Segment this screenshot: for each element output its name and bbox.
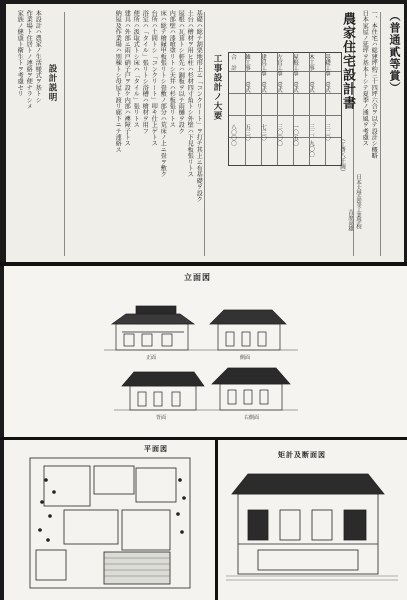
elevation-plate	[4, 266, 407, 438]
section-title: 矩計及断面図	[278, 450, 326, 459]
work-paragraph: 土台ハ檜材ヲ用ヒ柱ハ杉材四寸角トシ外壁ハ下見板張リトス	[186, 10, 194, 178]
table-amount: 八〇〇〇	[230, 124, 236, 146]
author-affiliation: 日本大學高等工業學校	[355, 174, 361, 229]
design-paragraph: 家族ノ健康ト衛生トヲ考慮セリ	[16, 10, 24, 97]
work-paragraph: 便所ハ汲取式トシ床ハ「タイル」張リトス	[132, 10, 140, 128]
work-paragraph: 基礎ハ総テ割栗地形上ニ「コンクリート」ヲ打チ其上ニ布基礎ヲ設ク	[195, 10, 203, 203]
work-paragraph: 浴室ハ「タイル」張リトシ浴槽ハ檜材ヲ用フ	[141, 10, 149, 134]
plan-plate	[4, 440, 216, 600]
column-rule	[380, 12, 381, 256]
floor-plan-drawing	[4, 440, 216, 600]
work-paragraph: 台所ハ土間トシ「コンクリート」叩キ仕上ゲトス	[150, 10, 158, 147]
design-paragraph: 作業場ト住居トノ連絡ヲ便ナラシメ	[25, 10, 33, 110]
text-page	[6, 4, 404, 262]
table-row: 雑工事 壹式	[244, 54, 250, 93]
table-row: 屋根工事 壹式	[292, 54, 298, 93]
section-plate	[218, 440, 407, 600]
design-paragraph: 本設計ハ農家ノ生活様式ヲ基トシ	[34, 10, 42, 103]
table-amount: 三二〇	[324, 124, 330, 141]
elevations-title: 立面図	[184, 272, 211, 282]
work-paragraph: 屋根ハ瓦葺トシ軒先ハ銅板ヲ以テ雨樋ヲ設ク	[177, 10, 185, 134]
work-paragraph: 建具ハ外部ニ雨戸硝子戸ヲ設ケ内部ハ襖障子トス	[123, 10, 131, 147]
table-amount: 三〇〇〇	[276, 124, 282, 146]
plan-title: 平面図	[144, 444, 168, 453]
table-row: 基礎工事 壹式	[324, 54, 330, 93]
series-title: （普通貳等賞）	[388, 10, 401, 94]
table-amount: 三二、九〇〇	[308, 124, 314, 157]
document-title: 農家住宅設計書	[340, 12, 355, 110]
table-row: 木工事 壹式	[308, 54, 314, 93]
author-name: 吉原高雄	[347, 209, 353, 231]
table-row: 建具工事 壹式	[260, 54, 266, 93]
work-paragraph: 納屋及作業場ハ別棟トシ母屋ト渡リ廊下ニテ連絡ス	[114, 10, 122, 153]
column-rule	[204, 12, 205, 256]
column-rule	[64, 12, 65, 256]
elevation-drawings	[4, 266, 407, 438]
elevation-caption: 背面	[156, 415, 167, 421]
work-paragraph: 内部壁ハ漆喰塗リトシ天井ハ杉板張リトス	[168, 10, 176, 128]
summary-line-1: 一、本住宅ハ総建坪約三十四坪六合ヲ以テ設計シ概略	[370, 10, 378, 159]
table-amount: 七三〇	[260, 124, 266, 141]
work-heading: 工事設計ノ大要	[212, 54, 222, 121]
table-amount: 一〇五〇	[292, 124, 298, 146]
work-paragraph: 床ハ総テ檜縁甲板張リトシ畳敷ノ部分ハ荒床ノ上ニ畳ヲ敷ク	[159, 10, 167, 178]
document-subtitle: （工費八千圓）	[339, 136, 345, 175]
elevation-caption: 正面	[146, 355, 157, 361]
table-amount: 五三〇	[244, 124, 250, 141]
section-drawing	[218, 440, 407, 600]
elevation-caption: 側面	[240, 355, 251, 361]
summary-line-2: 日本家屋ノ延坪ヲ基本トシテ夏季ノ通風ヲ考慮ス	[361, 10, 369, 147]
elevation-caption: 右側面	[244, 415, 260, 421]
table-row: 合 計	[230, 54, 236, 71]
table-row: 左官工事 壹式	[276, 54, 282, 93]
design-heading: 設計説明	[47, 64, 57, 102]
